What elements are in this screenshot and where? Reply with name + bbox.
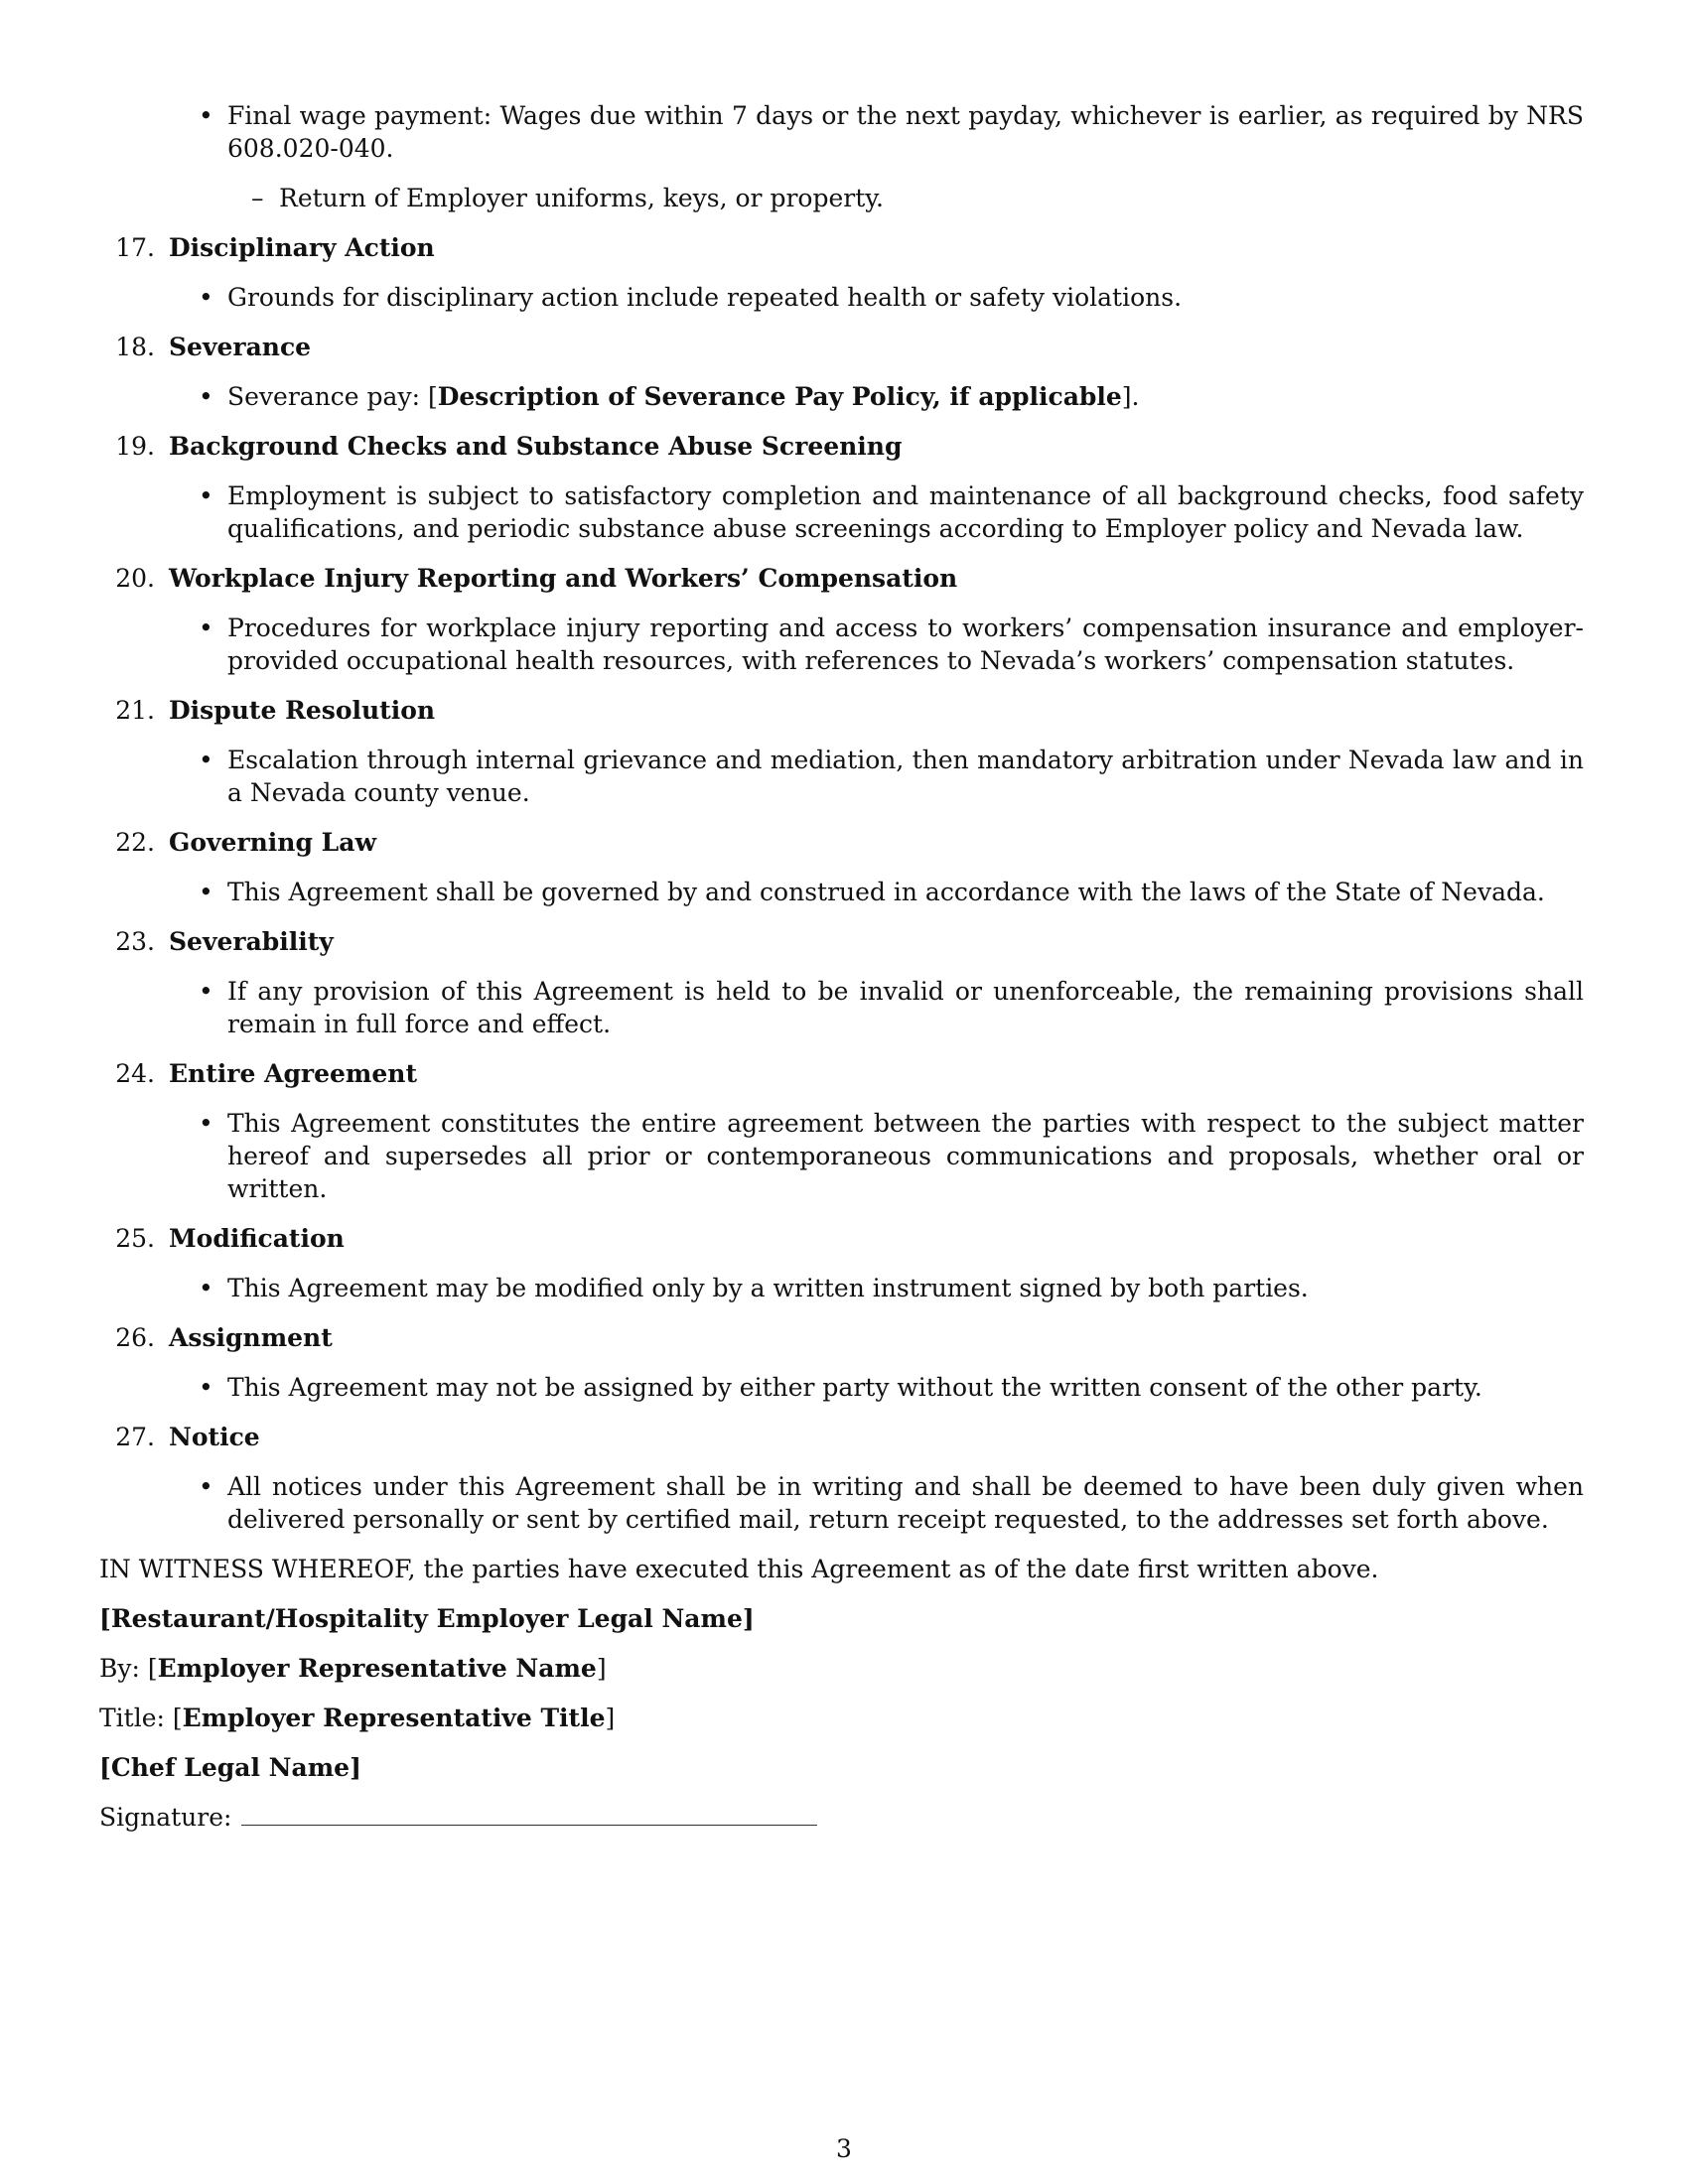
section-number: 18. [115,333,155,361]
rep-title: Employer Representative Title [182,1704,606,1732]
section-heading [99,925,1584,958]
section-bullet: • All notices under this Agreement shall be in writing and shall be deemed to have been duly given when delivered personally or sent by certified mail, return receipt requested, to the addresses set forth above. [99,1470,1584,1536]
section-background-checks [99,430,1584,545]
signature-label: Signature: [99,1803,232,1832]
chef-name: Chef Legal Name [110,1753,351,1782]
section-bullet: • Procedures for workplace injury reporting and access to workers’ compensation insurance and employer-provided occupational health resources, with references to Nevada’s workers’ compensation statutes. [99,612,1584,677]
section-title: Entire Agreement [169,1059,417,1088]
section-number: 23. [115,927,155,956]
signature-line [99,1801,1584,1834]
section-heading [99,1057,1584,1090]
severance-placeholder: Description of Severance Pay Policy, if applicable [437,382,1122,411]
section-bullet: • This Agreement constitutes the entire agreement between the parties with respect to the subject matter hereof and supersedes all prior or contemporaneous communications and proposals, whether oral or written. [99,1107,1584,1205]
page-number: 3 [836,2134,852,2163]
section-heading [99,1321,1584,1354]
section-title: Disciplinary Action [169,233,435,262]
section-severance [99,331,1584,413]
by-line: By: [Employer Representative Name] [99,1654,607,1683]
section-title: Assignment [169,1323,333,1352]
section-workplace-injury [99,562,1584,677]
chef-name-placeholder: [Chef Legal Name] [99,1753,361,1782]
section-number: 20. [115,564,155,593]
section-number: 25. [115,1224,155,1253]
section-notice [99,1421,1584,1536]
section-bullet: • Employment is subject to satisfactory completion and maintenance of all background checks, food safety qualifications, and periodic substance abuse screenings according to Employer policy and Nevada law. [99,479,1584,545]
section-entire-agreement [99,1057,1584,1205]
title-line: Title: [Employer Representative Title] [99,1704,616,1732]
title-label: Title: [99,1704,173,1732]
section-number: 17. [115,233,155,262]
section-severability [99,925,1584,1040]
section-title: Governing Law [169,828,376,857]
section-title: Notice [169,1423,260,1451]
section-number: 27. [115,1423,155,1451]
section-title: Modification [169,1224,345,1253]
severance-prefix: Severance pay: [227,382,428,411]
rep-name: Employer Representative Name [157,1654,597,1683]
section-bullet: • Severance pay: [Description of Severance Pay Policy, if applicable]. [99,380,1584,413]
section-number: 22. [115,828,155,857]
section-heading [99,1222,1584,1255]
section-heading [99,1421,1584,1453]
section-heading [99,231,1584,264]
section-heading [99,331,1584,363]
signature-blank[interactable] [241,1803,817,1826]
section-number: 19. [115,432,155,461]
section-heading [99,562,1584,595]
employer-name: Restaurant/Hospitality Employer Legal Name [110,1604,743,1633]
section-bullet: • This Agreement may not be assigned by either party without the written consent of the other party. [99,1371,1584,1404]
section-bullet: • This Agreement shall be governed by and construed in accordance with the laws of the State of Nevada. [99,876,1584,908]
section-bullet: • If any provision of this Agreement is held to be invalid or unenforceable, the remaining provisions shall remain in full force and effect. [99,975,1584,1040]
section-governing-law [99,826,1584,908]
section-bullet: • Escalation through internal grievance and mediation, then mandatory arbitration under Nevada law and in a Nevada county venue. [99,744,1584,809]
section-assignment [99,1321,1584,1404]
return-property-sub-bullet: – Return of Employer uniforms, keys, or property. [99,182,1584,214]
section-modification [99,1222,1584,1304]
final-wage-bullet: • Final wage payment: Wages due within 7 days or the next payday, whichever is earlier, as required by NRS 608.020-040. [99,99,1584,165]
by-label: By: [99,1654,148,1683]
numbered-sections [99,231,1584,1536]
section-number: 24. [115,1059,155,1088]
section-heading [99,826,1584,859]
section-title: Severability [169,927,334,956]
section-title: Dispute Resolution [169,696,436,725]
section-dispute-resolution [99,694,1584,809]
severance-suffix: . [1131,382,1140,411]
section-title: Background Checks and Substance Abuse Screening [169,432,903,461]
section-heading [99,430,1584,463]
section-bullet: • Grounds for disciplinary action include repeated health or safety violations. [99,281,1584,314]
witness-statement: IN WITNESS WHEREOF, the parties have executed this Agreement as of the date first written above. [99,1555,1379,1583]
carryover-list [99,99,1584,214]
section-bullet: • This Agreement may be modified only by a written instrument signed by both parties. [99,1272,1584,1304]
section-title: Workplace Injury Reporting and Workers’ Compensation [169,564,958,593]
section-number: 26. [115,1323,155,1352]
employer-name-placeholder: [Restaurant/Hospitality Employer Legal Name] [99,1604,755,1633]
section-number: 21. [115,696,155,725]
section-heading [99,694,1584,727]
section-disciplinary-action [99,231,1584,314]
section-title: Severance [169,333,312,361]
